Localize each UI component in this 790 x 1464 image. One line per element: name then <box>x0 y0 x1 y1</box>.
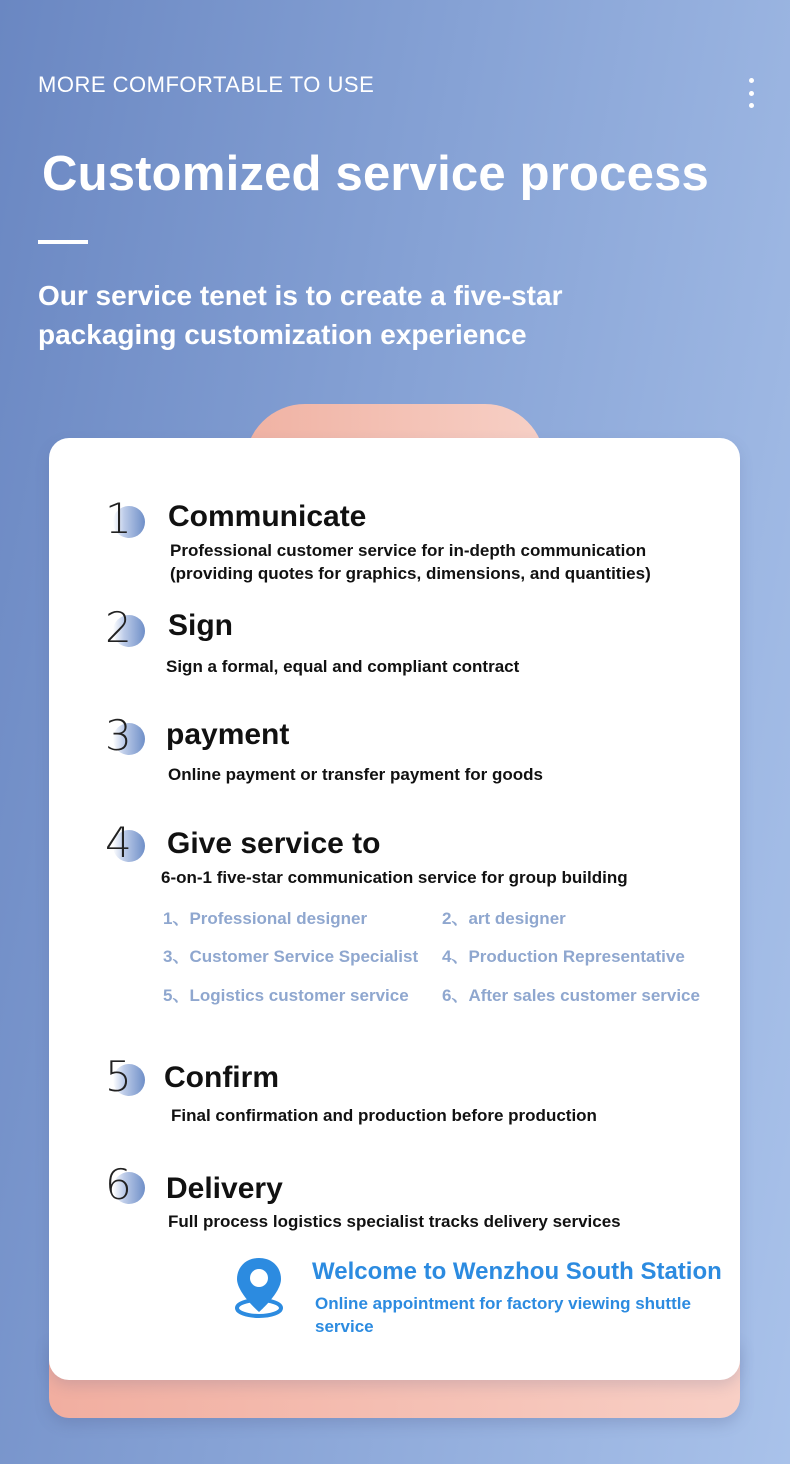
step-number-badge: 4 <box>105 826 145 866</box>
step-desc-line: Online payment or transfer payment for goods <box>168 765 544 784</box>
step-desc-line: 6-on-1 five-star communication service for group building <box>161 868 628 887</box>
step-desc-line: Final confirmation and production before production <box>171 1106 597 1125</box>
role-item: 5、Logistics customer service <box>163 986 409 1005</box>
welcome-subtitle: Online appointment for factory viewing shuttle service <box>315 1294 691 1336</box>
process-card <box>49 438 740 1380</box>
step-number-badge: 5 <box>105 1060 145 1100</box>
step-title-confirm: Confirm <box>164 1061 279 1094</box>
step-title-delivery: Delivery <box>166 1172 283 1205</box>
step-desc-line: Professional customer service for in-depth communication <box>170 541 647 560</box>
eyebrow-text: MORE COMFORTABLE TO USE <box>38 72 375 97</box>
page-subtitle: Our service tenet is to create a five-star packaging customization experience <box>38 280 563 350</box>
step-desc-line: Sign a formal, equal and compliant contract <box>166 657 520 676</box>
step-number-badge: 3 <box>105 719 145 759</box>
step-number-badge: 1 <box>105 502 145 542</box>
location-pin-icon <box>233 1256 289 1320</box>
step-title-payment: payment <box>166 718 290 751</box>
welcome-title: Welcome to Wenzhou South Station <box>312 1258 722 1285</box>
role-item: 3、Customer Service Specialist <box>163 947 419 966</box>
step-title-give-service: Give service to <box>167 827 381 860</box>
step-title-sign: Sign <box>168 609 233 642</box>
role-item: 2、art designer <box>442 909 566 928</box>
role-item: 1、Professional designer <box>163 909 368 928</box>
page-title: Customized service process <box>42 147 709 201</box>
role-item: 6、After sales customer service <box>442 986 700 1005</box>
step-number-badge: 6 <box>105 1168 145 1208</box>
step-number-badge: 2 <box>105 611 145 651</box>
step-desc-line: Full process logistics specialist tracks delivery services <box>168 1212 621 1231</box>
title-divider <box>38 240 88 244</box>
step-desc-line: (providing quotes for graphics, dimensions, and quantities) <box>170 564 651 583</box>
role-item: 4、Production Representative <box>442 947 685 966</box>
more-menu-icon[interactable] <box>746 78 756 108</box>
step-title-communicate: Communicate <box>168 500 367 533</box>
